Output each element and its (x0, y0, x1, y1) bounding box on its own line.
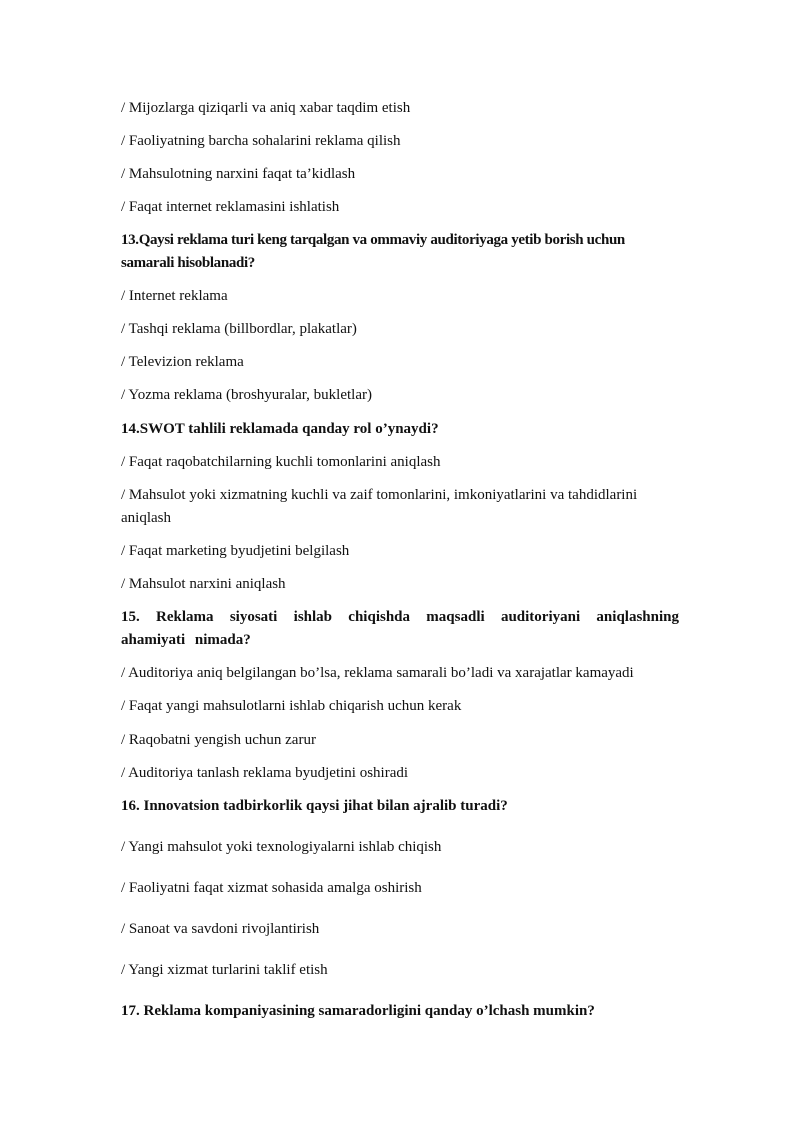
answer-option: / Mijozlarga qiziqarli va aniq xabar taqdim etish (121, 100, 411, 116)
answer-option: / Raqobatni yengish uchun zarur (121, 732, 316, 748)
answer-option: / Mahsulot narxini aniqlash (121, 576, 286, 592)
answer-option: / Sanoat va savdoni rivojlantirish (121, 921, 320, 937)
answer-option: / Faqat internet reklamasini ishlatish (121, 199, 340, 215)
answer-option: / Auditoriya aniq belgilangan bo’lsa, reklama samarali bo’ladi va xarajatlar kamayadi (121, 665, 634, 681)
answer-option: / Faoliyatning barcha sohalarini reklama qilish (121, 133, 401, 149)
answer-option: / Yozma reklama (broshyuralar, bukletlar) (121, 387, 372, 403)
answer-option: / Televizion reklama (121, 354, 244, 370)
question-14: 14.SWOT tahlili reklamada qanday rol o’ynaydi? (121, 421, 439, 437)
question-13: 13.Qaysi reklama turi keng tarqalgan va ommaviy auditoriyaga yetib borish uchun samarali hisoblanadi? (121, 232, 625, 271)
answer-option: / Faoliyatni faqat xizmat sohasida amalga oshirish (121, 880, 422, 896)
answer-option: / Yangi xizmat turlarini taklif etish (121, 962, 328, 978)
answer-option: / Faqat yangi mahsulotlarni ishlab chiqarish uchun kerak (121, 698, 462, 714)
question-17: 17. Reklama kompaniyasining samaradorligini qanday o’lchash mumkin? (121, 1003, 595, 1019)
answer-option: / Mahsulotning narxini faqat ta’kidlash (121, 166, 356, 182)
question-15: 15. Reklama siyosati ishlab chiqishda maqsadli auditoriyani aniqlashning ahamiyati nimada? (121, 609, 679, 648)
answer-option: / Faqat raqobatchilarning kuchli tomonlarini aniqlash (121, 454, 441, 470)
answer-option: / Auditoriya tanlash reklama byudjetini oshiradi (121, 765, 409, 781)
answer-option: / Faqat marketing byudjetini belgilash (121, 543, 350, 559)
answer-option: / Yangi mahsulot yoki texnologiyalarni ishlab chiqish (121, 839, 442, 855)
answer-option: / Tashqi reklama (billbordlar, plakatlar) (121, 321, 357, 337)
answer-option: / Mahsulot yoki xizmatning kuchli va zaif tomonlarini, imkoniyatlarini va tahdidlarini aniqlash (121, 487, 638, 526)
answer-option: / Internet reklama (121, 288, 228, 304)
question-16: 16. Innovatsion tadbirkorlik qaysi jihat bilan ajralib turadi? (121, 798, 508, 814)
